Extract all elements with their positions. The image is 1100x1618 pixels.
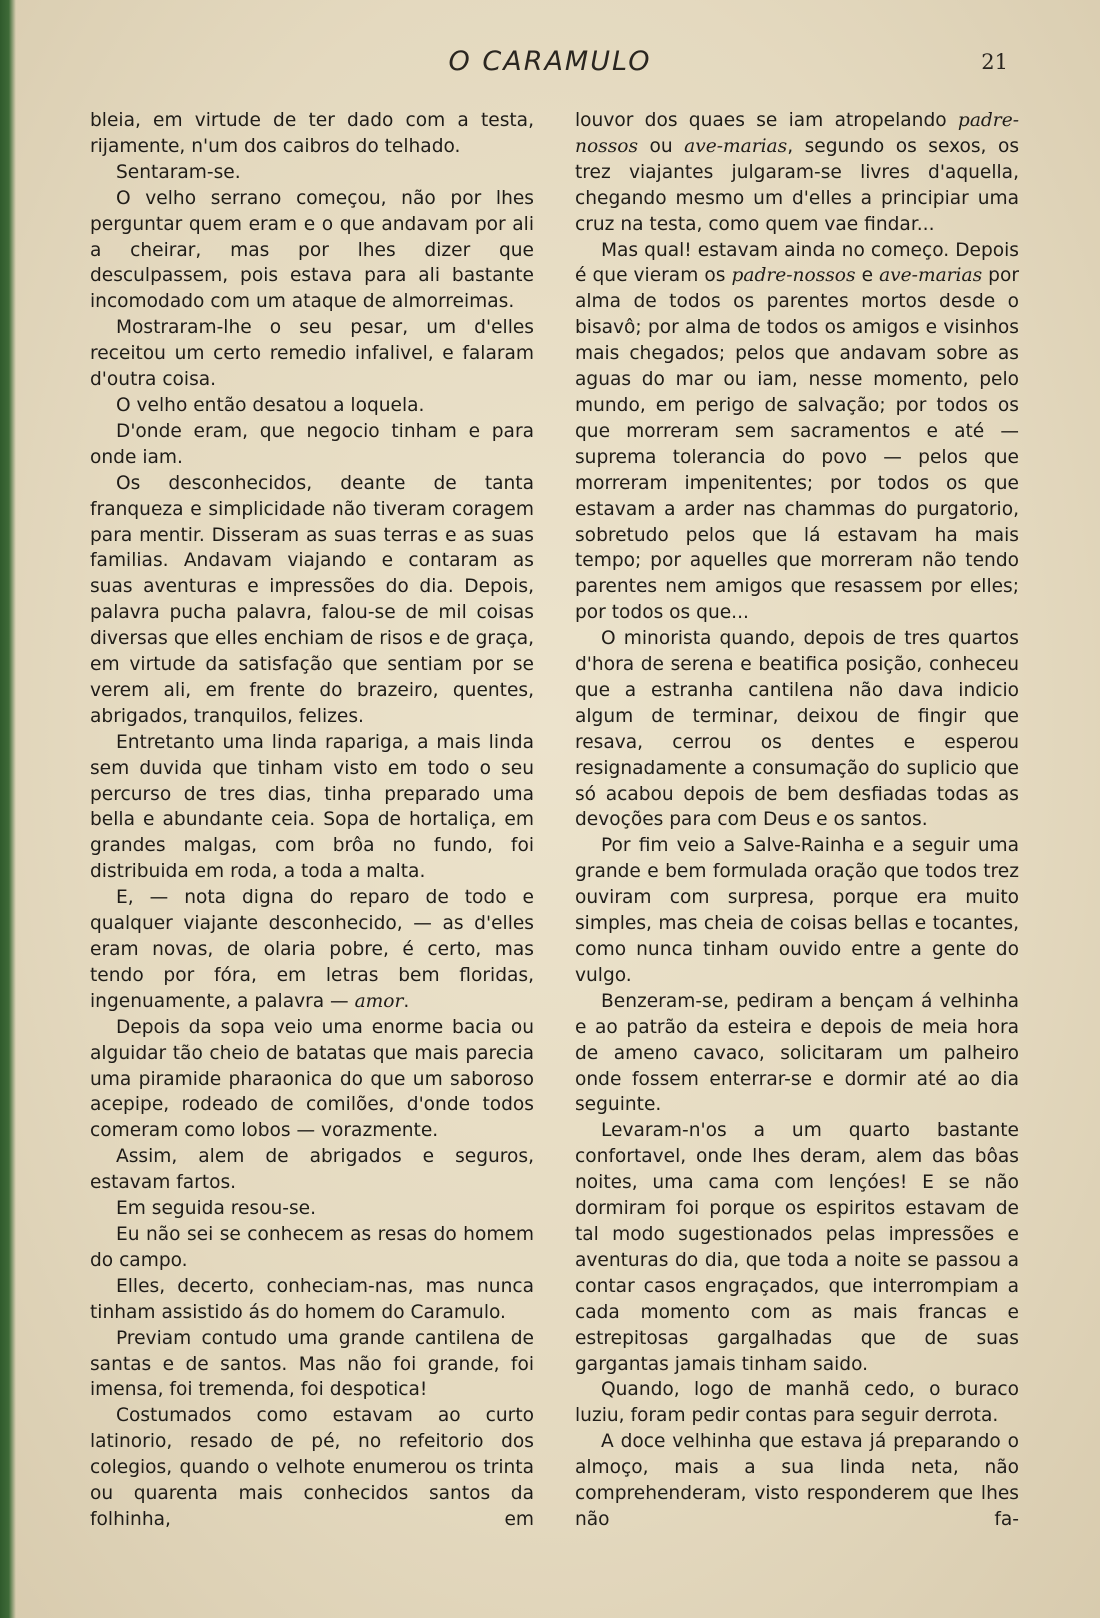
- paragraph: [575, 238, 1019, 627]
- paragraph-text: e: [855, 265, 880, 287]
- paragraph: Levaram-n'os a um quarto bastante confortavel, onde lhes deram, alem das bôas noites, uma cama com lençóes! E se não dormiram foi porque os espiritos estavam de tal modo sugestionados pelas impressões e aventuras do dia, que toda a noite se passou a contar casos engraçados, que interrompiam a cada momento com as mais francas e estrepitosas gargalhadas que de suas gargantas jamais tinham saido.: [575, 1120, 1019, 1375]
- italic-word: ave-marias: [684, 135, 788, 157]
- paragraph: Previam contudo uma grande cantilena de santas e de santos. Mas não foi grande, foi imensa, foi tremenda, foi despotica!: [90, 1327, 534, 1401]
- paragraph-text: louvor dos quaes se iam atropelando: [575, 110, 958, 131]
- paragraph: O velho serrano começou, não por lhes perguntar quem eram e o que andavam por ali a cheirar, mas por lhes dizer que desculpassem, pois estava para ali bastante incomodado com um ataque de almorreimas.: [90, 187, 534, 313]
- paragraph: Sentaram-se.: [116, 161, 241, 183]
- paragraph: Elles, decerto, conheciam-nas, mas nunca tinham assistido ás do homem do Caramulo.: [90, 1275, 534, 1323]
- paragraph: Por fim veio a Salve-Rainha e a seguir uma grande e bem formulada oração que todos trez ouviram com surpresa, porque era muito simples, mas cheia de coisas bellas e tocantes, como nunca tinham ouvido entre a gente do vulgo.: [575, 835, 1019, 986]
- paragraph-text: ou: [638, 135, 685, 157]
- italic-word: amor: [354, 990, 404, 1012]
- paragraph: Depois da sopa veio uma enorme bacia ou alguidar tão cheio de batatas que mais parecia uma piramide pharaonica do que um saboroso acepipe, rodeado de comilões, d'onde todos comeram como lobos — vorazmente.: [90, 1016, 534, 1142]
- paragraph-text: .: [403, 990, 410, 1012]
- right-column: [575, 108, 1019, 1533]
- italic-word: padre-nossos: [731, 265, 856, 287]
- paragraph: Quando, logo de manhã cedo, o buraco luziu, foram pedir contas para seguir derrota.: [575, 1379, 1019, 1427]
- paragraph: Benzeram-se, pediram a bençam á velhinha e ao patrão da esteira e depois de meia hora de ameno cavaco, solicitaram um palheiro onde fossem enterrar-se e dormir até ao dia seguinte.: [575, 990, 1019, 1116]
- paragraph-text: por alma de todos os parentes mortos desde o bisavô; por alma de todos os amigos e visinhos mais chegados; pelos que andavam sobre as aguas do mar ou iam, nesse momento, pelo mundo, em perigo de salvação; por todos os que morreram sem sacramentos e até — suprema tolerancia do povo — pelos que morreram impenitentes; por todos os que estavam a arder nas chammas do purgatorio, sobretudo pelos que lá estavam ha mais tempo; por aquelles que morreram não tendo parentes nem amigos que resassem por elles; por todos os que...: [575, 265, 1019, 624]
- paragraph: O minorista quando, depois de tres quartos d'hora de serena e beatifica posição, conheceu que a estranha cantilena não dava indicio algum de terminar, deixou de fingir que resava, cerrou os dentes e esperou resignadamente a consumação do suplicio que só acabou depois de bem desfiadas todas as devoções para com Deus e os santos.: [575, 628, 1019, 831]
- paragraph-text: Mas qual! estavam ainda no começo. Depois é que vieram os: [575, 239, 1019, 287]
- paragraph: Mostraram-lhe o seu pesar, um d'elles receitou um certo remedio infalivel, e falaram d'outra coisa.: [90, 317, 534, 391]
- paragraph: [575, 108, 1019, 238]
- italic-word: padre-nossos: [575, 110, 1019, 157]
- paragraph-text: E, — nota digna do reparo de todo e qualquer viajante desconhecido, — as d'elles eram novas, de olaria pobre, é certo, mas tendo por fóra, em letras bem floridas, ingenuamente, a palavra —: [90, 887, 534, 1012]
- italic-word: ave-marias: [879, 265, 983, 287]
- paragraph: [90, 885, 534, 1015]
- paragraph: Os desconhecidos, deante de tanta franqueza e simplicidade não tiveram coragem para mentir. Disseram as suas terras e as suas familias. Andavam viajando e contaram as suas aventuras e impressões do dia. Depois, palavra pucha palavra, falou-se de mil coisas diversas que elles enchiam de risos e de graça, em virtude da satisfação que sentiam por se verem ali, em frente do brazeiro, quentes, abrigados, tranquilos, felizes.: [90, 472, 534, 727]
- paragraph: bleia, em virtude de ter dado com a testa, rijamente, n'um dos caibros do telhado.: [90, 110, 534, 157]
- running-title: O CARAMULO: [448, 46, 652, 77]
- running-head: [0, 46, 1100, 86]
- page-number: 21: [981, 50, 1008, 74]
- paragraph-text: , segundo os sexos, os trez viajantes julgaram-se livres d'aquella, chegando mesmo um d'elles a principiar uma cruz na testa, como quem vae findar...: [575, 135, 1020, 235]
- paragraph: Entretanto uma linda rapariga, a mais linda sem duvida que tinham visto em todo o seu percurso de tres dias, tinha preparado uma bella e abundante ceia. Sopa de hortaliça, em grandes malgas, com brôa no fundo, foi distribuida em roda, a toda a malta.: [90, 731, 534, 883]
- paragraph: Assim, alem de abrigados e seguros, estavam fartos.: [90, 1146, 534, 1194]
- paragraph-text: A doce velhinha que estava já preparando o almoço, mais a sua linda neta, não comprehenderam, visto responderem que lhes não fa-: [575, 1431, 1019, 1530]
- paragraph: D'onde eram, que negocio tinham e para onde iam.: [90, 420, 534, 468]
- page-edge: [0, 0, 16, 1618]
- left-column: [90, 108, 534, 1533]
- paragraph: O velho então desatou a loquela.: [116, 394, 425, 416]
- paragraph: Em seguida resou-se.: [116, 1198, 317, 1220]
- paragraph: Eu não sei se conhecem as resas do homem do campo.: [90, 1223, 534, 1271]
- paragraph: [90, 1403, 534, 1533]
- paragraph: [575, 1429, 1019, 1533]
- paragraph-text: Costumados como estavam ao curto latinorio, resado de pé, no refeitorio dos colegios, quando o velhote enumerou os trinta ou quarenta mais conhecidos santos da folhinha, em: [90, 1405, 534, 1530]
